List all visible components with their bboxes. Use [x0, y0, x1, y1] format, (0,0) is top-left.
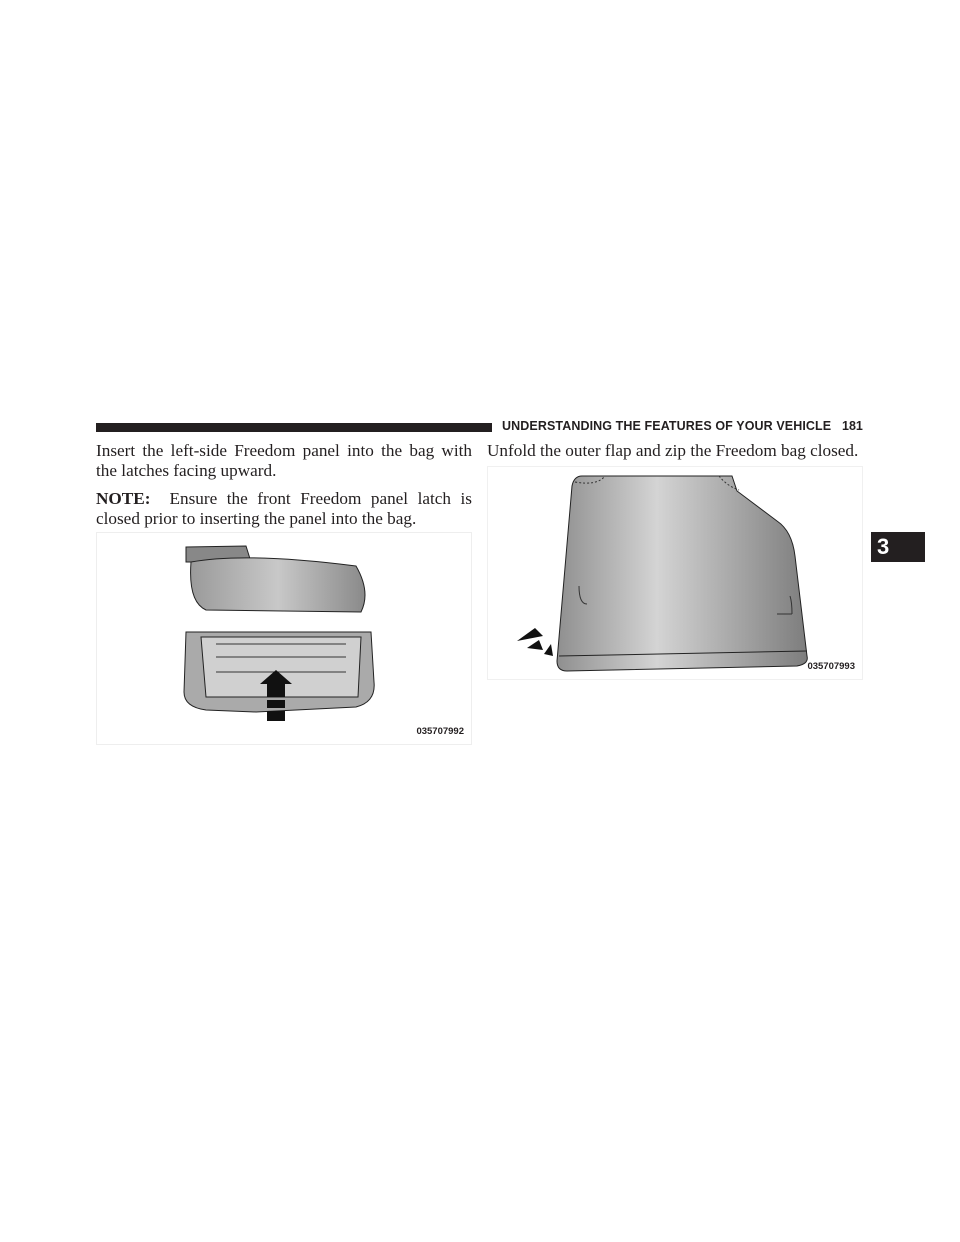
chapter-tab [871, 532, 925, 562]
figure-closed-bag [487, 466, 863, 680]
figure-code: 035707992 [416, 726, 464, 737]
figure-insert-panel [96, 532, 472, 745]
note-paragraph [96, 489, 472, 529]
note-text: Ensure the front Freedom panel latch is closed prior to inserting the panel into the bag. [96, 489, 472, 528]
figure-code-right: 035707993 [807, 661, 855, 672]
page-number: 181 [842, 419, 863, 433]
chapter-number: 3 [877, 534, 890, 559]
bag-insert-illustration [96, 532, 472, 745]
instruction-paragraph-right: Unfold the outer flap and zip the Freedom bag closed. [487, 441, 859, 460]
instruction-paragraph: Insert the left-side Freedom panel into the bag with the latches facing upward. [96, 441, 472, 480]
closed-bag-illustration [487, 466, 863, 680]
header-rule [96, 423, 492, 432]
note-label: NOTE: [96, 489, 151, 508]
section-title: UNDERSTANDING THE FEATURES OF YOUR VEHICLE [502, 419, 832, 433]
